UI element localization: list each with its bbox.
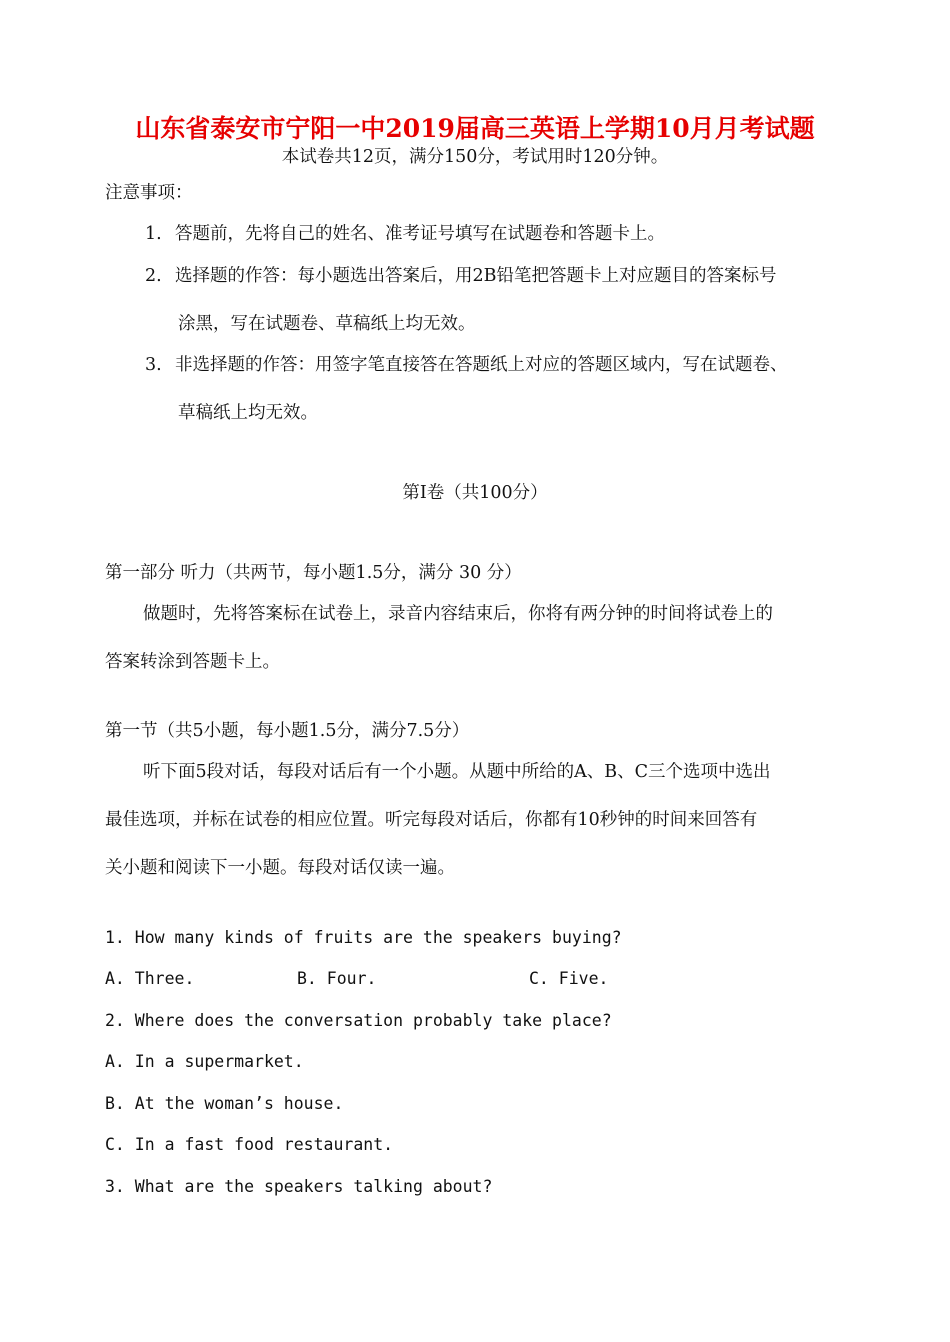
exam-info: 本试卷共12页，满分150分，考试用时120分钟。 xyxy=(281,147,669,167)
question-option: C. In a fast food restaurant. xyxy=(105,1135,394,1154)
question-option: A. In a supermarket. xyxy=(105,1052,304,1071)
notice-heading: 注意事项： xyxy=(105,183,193,203)
notice-item-number: 2. xyxy=(145,266,162,286)
notice-item-number: 3. xyxy=(145,355,162,375)
notice-item-2 xyxy=(145,264,777,288)
part1-intro-line: 答案转涂到答题卡上。 xyxy=(105,652,280,672)
notice-item-1 xyxy=(145,222,665,246)
notice-item-2-continued: 涂黑，写在试题卷、草稿纸上均无效。 xyxy=(178,314,476,334)
question-option: B. At the woman’s house. xyxy=(105,1094,344,1113)
question-option: A. Three. xyxy=(105,969,195,988)
section1-intro-line: 最佳选项，并标在试卷的相应位置。听完每段对话后，你都有10秒钟的时间来回答有 xyxy=(105,810,758,830)
part1-heading: 第一部分 听力（共两节，每小题1.5分，满分 30 分） xyxy=(105,563,522,583)
notice-item-3-continued: 草稿纸上均无效。 xyxy=(178,403,318,423)
notice-item-text: 答题前，先将自己的姓名、准考证号填写在试题卷和答题卡上。 xyxy=(175,224,665,244)
notice-item-3 xyxy=(145,353,788,377)
part1-intro-line: 做题时，先将答案标在试卷上，录音内容结束后，你将有两分钟的时间将试卷上的 xyxy=(143,604,773,624)
page-title: 山东省泰安市宁阳一中2019届高三英语上学期10月月考试题 xyxy=(135,114,815,143)
question-stem: 1. How many kinds of fruits are the speakers buying? xyxy=(105,928,622,947)
section1-heading: 第一节（共5小题，每小题1.5分，满分7.5分） xyxy=(105,721,470,741)
notice-item-number: 1. xyxy=(145,224,162,244)
question-stem: 2. Where does the conversation probably take place? xyxy=(105,1011,612,1030)
notice-item-text: 非选择题的作答：用签字笔直接答在答题纸上对应的答题区域内，写在试题卷、 xyxy=(175,355,788,375)
question-option: B. Four. xyxy=(297,969,377,988)
section1-intro-line: 关小题和阅读下一小题。每段对话仅读一遍。 xyxy=(105,858,455,878)
volume-heading: 第Ⅰ卷（共100分） xyxy=(402,483,548,503)
question-stem: 3. What are the speakers talking about? xyxy=(105,1177,493,1196)
notice-item-text: 选择题的作答：每小题选出答案后，用2B铅笔把答题卡上对应题目的答案标号 xyxy=(175,266,777,286)
question-option: C. Five. xyxy=(529,969,609,988)
section1-intro-line: 听下面5段对话，每段对话后有一个小题。从题中所给的A、B、C三个选项中选出 xyxy=(143,762,771,782)
